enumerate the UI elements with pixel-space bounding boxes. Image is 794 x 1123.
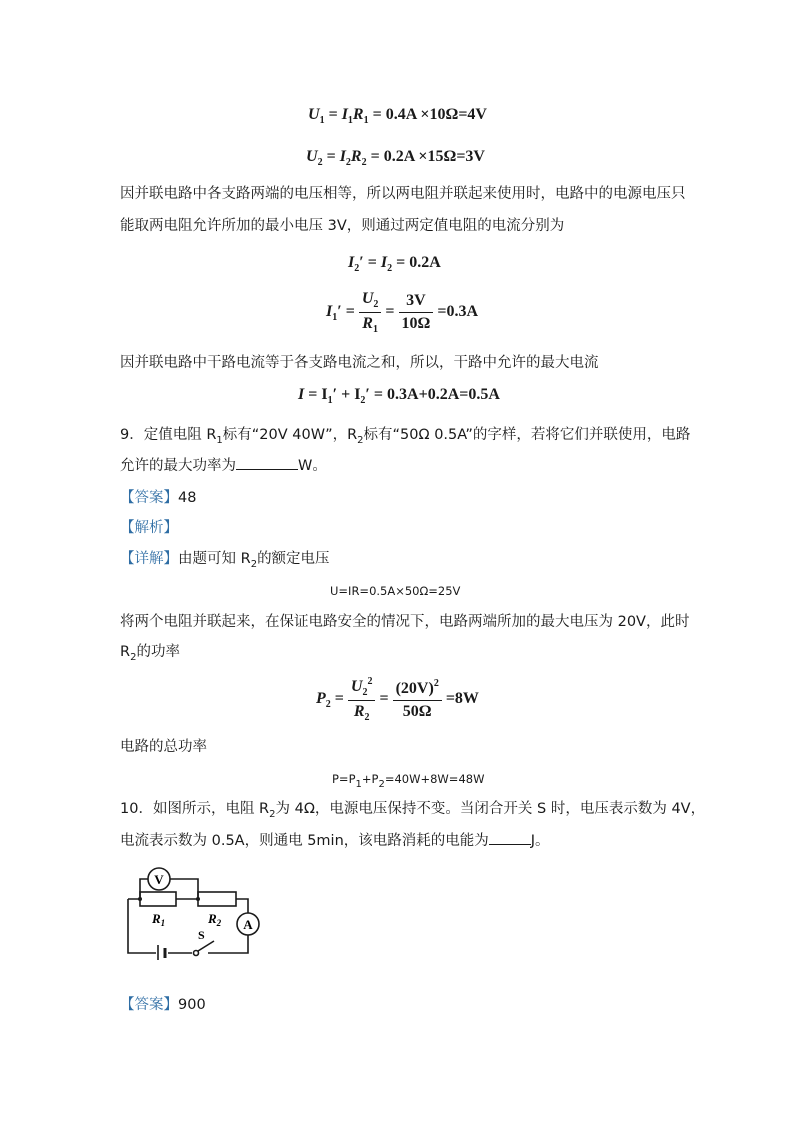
fraction: $\frac{3V}{10\Omega}$ [399, 292, 434, 333]
equation-i-total: $I = I_1' + I_2' = 0.3A+0.2A=0.5A$ [298, 386, 500, 406]
switch-lever [198, 941, 214, 951]
fraction: $\frac{U_2}{R_1}$ [359, 290, 382, 335]
junction-dot [138, 897, 142, 901]
fraction: $\frac{U_2^2}{R_2}$ [348, 676, 376, 723]
equation-u2: $U_2 = I_2R_2 = 0.2A \times 15\Omega=3V$ [306, 148, 485, 168]
fraction: $\frac{(20V)^2}{50\Omega}$ [393, 678, 442, 721]
analysis-tag: 【解析】 [120, 520, 178, 536]
equation-i2-prime: $I_2' = I_2 = 0.2A$ [348, 254, 441, 274]
detail-line: 【详解】由题可知 $R_2$的额定电压 [120, 551, 330, 570]
paragraph-line: 能取两电阻允许所加的最小电压 3V，则通过两定值电阻的电流分别为 [120, 218, 565, 234]
voltmeter-label: V [154, 872, 164, 887]
switch-pivot [194, 951, 199, 956]
r2-label: $R_2$ [208, 911, 222, 928]
paragraph-line: 电路的总功率 [120, 739, 207, 755]
equation-i1-prime: $I_1'$ = $\frac{U_2}{R_1}$ = $\frac{3V}{10\Omega}$ =0.3A [326, 290, 479, 335]
answer-blank [489, 830, 531, 845]
answer-tag: 【答案】 [120, 490, 178, 506]
left-wire [128, 899, 156, 953]
resistor-r1 [140, 892, 176, 906]
junction-dot [196, 897, 200, 901]
r1-label: $R_1$ [152, 911, 166, 928]
formula-p: P=P1+P2=40W+8W=48W [332, 772, 485, 790]
answer-line: 【答案】48 [120, 490, 197, 506]
equation-p2: $P_2$ = $\frac{U_2^2}{R_2}$ = $\frac{(20V)^2}{50\Omega}$ =8W [316, 676, 479, 723]
answer-tag: 【答案】 [120, 997, 178, 1013]
equation-u1: $U_1 = I_1R_1 = 0.4A \times 10\Omega=4V$ [308, 106, 487, 126]
answer-blank [236, 455, 298, 470]
question-9-line2: 允许的最大功率为 W。 [120, 455, 327, 476]
answer-line: 【答案】900 [120, 997, 206, 1013]
question-9-line1: 9．定值电阻 $R_1$标有“20V 40W”，$R_2$标有“50Ω 0.5A”的字样，若将它们并联使用，电路 [120, 427, 691, 446]
question-10-line1: 10．如图所示，电阻 $R_2$为 4Ω，电源电压保持不变。当闭合开关 S 时，电压表示数为 4V， [120, 801, 706, 820]
resistor-r2 [198, 892, 236, 906]
paragraph-line: $R_2$的功率 [120, 644, 180, 663]
ammeter-label: A [243, 917, 253, 932]
right-wire [208, 935, 248, 953]
paragraph-line: 因并联电路中各支路两端的电压相等，所以两电阻并联起来使用时，电路中的电源电压只 [120, 186, 686, 202]
question-10-line2: 电流表示数为 0.5A，则通电 5min，该电路消耗的电能为 J。 [120, 830, 550, 851]
switch-label: S [198, 928, 205, 942]
paragraph-line: 因并联电路中干路电流等于各支路电流之和，所以，干路中允许的最大电流 [120, 355, 599, 371]
circuit-diagram [118, 855, 268, 960]
paragraph-line: 将两个电阻并联起来，在保证电路安全的情况下，电路两端所加的最大电压为 20V，此时 [120, 614, 690, 630]
formula-u: U=IR=0.5A×50Ω=25V [330, 584, 461, 598]
